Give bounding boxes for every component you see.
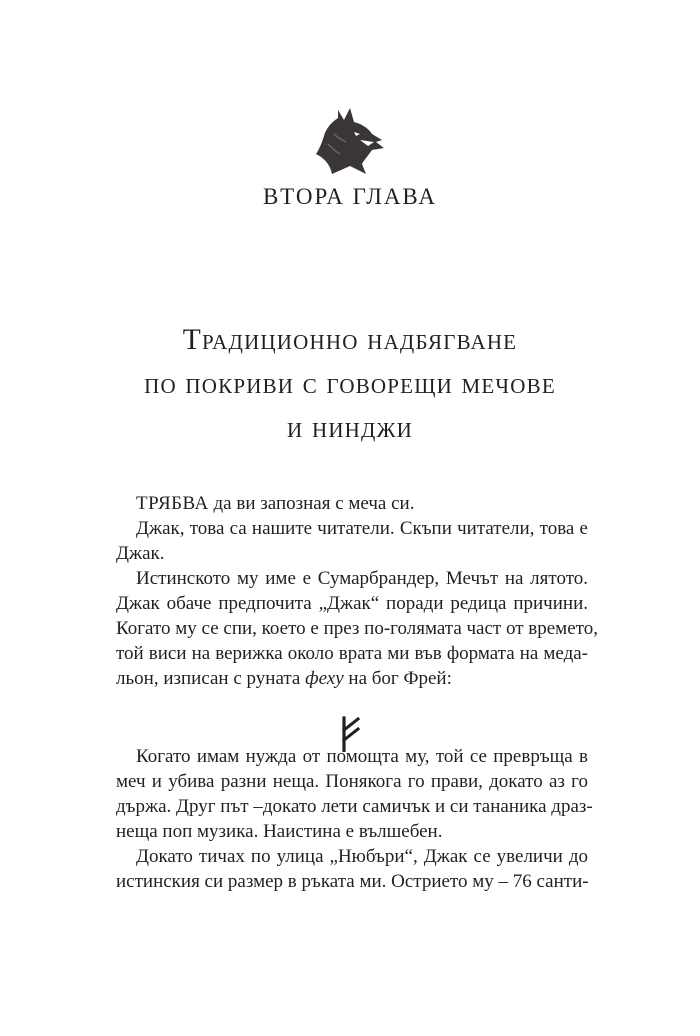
paragraph-line: Когато му се спи, което е през по-голямата част от времето, xyxy=(116,618,598,639)
paragraph-line: истинския си размер в ръката ми. Острието му – 76 санти- xyxy=(116,871,589,892)
rune-name-italic: феху xyxy=(305,668,344,689)
chapter-label: ВТОРА ГЛАВА xyxy=(263,184,437,209)
text-block-first xyxy=(116,491,598,691)
paragraph-line: Джак. xyxy=(116,543,165,564)
paragraph-lead-word: ТРЯБВА xyxy=(136,493,209,514)
chapter-title xyxy=(60,318,640,450)
text-block-second xyxy=(116,744,593,894)
paragraph-line: Когато имам нужда от помощта му, той се превръща в xyxy=(136,746,588,767)
paragraph-line: Истинското му име е Сумарбрандер, Мечът на лятото. xyxy=(136,568,588,589)
paragraph-line: меч и убива разни неща. Понякога го прави, докато аз го xyxy=(116,771,588,792)
paragraph-text: на бог Фрей: xyxy=(343,668,452,689)
chapter-title-line: по покриви с говорещи мечове xyxy=(144,368,556,400)
paragraph-text: льон, изписан с руната xyxy=(116,668,306,689)
chapter-title-line: и нинджи xyxy=(287,412,413,444)
paragraph-line xyxy=(116,491,588,516)
chapter-title-line: Традиционно надбягване xyxy=(182,324,518,356)
paragraph-line: Джак, това са нашите читатели. Скъпи читатели, това е xyxy=(136,518,588,539)
paragraph-line: Докато тичах по улица „Нюбъри“, Джак се увеличи до xyxy=(136,846,588,867)
paragraph-text: да ви запозная с меча си. xyxy=(208,493,415,514)
paragraph-line xyxy=(116,666,588,691)
paragraph-line: Джак обаче предпочита „Джак“ поради редица причини. xyxy=(116,593,588,614)
paragraph-line: той виси на верижка около врата ми във формата на меда- xyxy=(116,643,588,664)
wolf-head-icon xyxy=(310,104,390,176)
paragraph-line: неща поп музика. Наистина е вълшебен. xyxy=(116,821,443,842)
paragraph-line: държа. Друг път –докато лети самичък и си тананика драз- xyxy=(116,796,593,817)
